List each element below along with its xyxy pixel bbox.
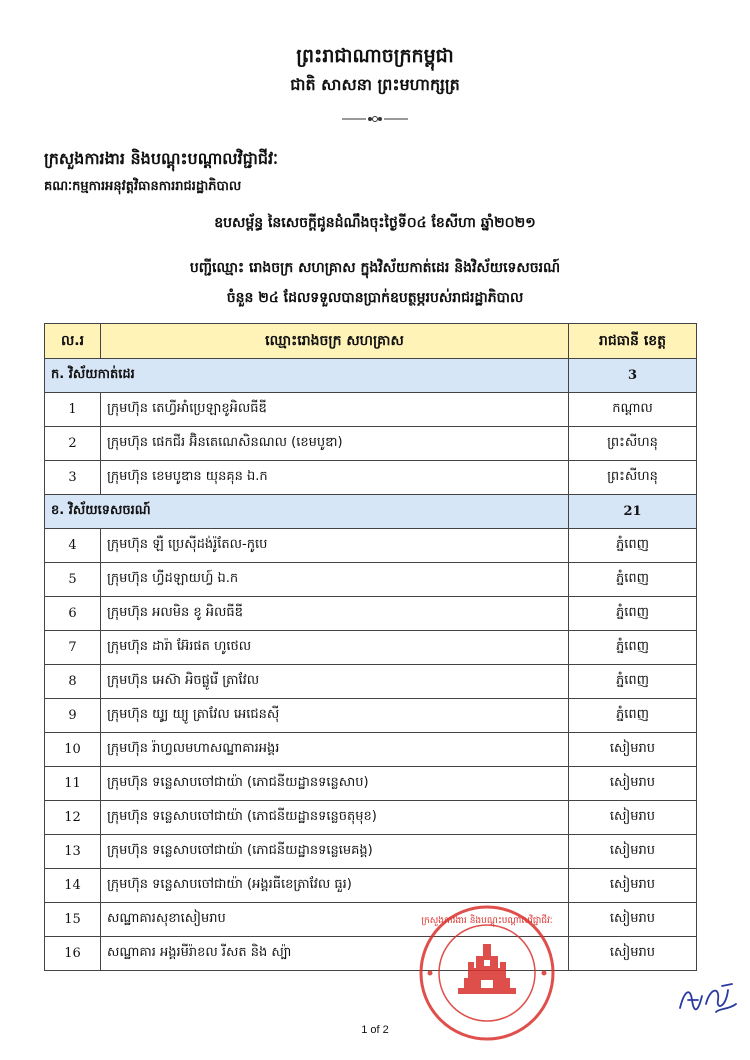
table-row [45, 801, 697, 835]
row-province: ព្រះសីហនុ [569, 461, 697, 495]
row-number: 4 [45, 529, 101, 563]
signature-initials [676, 978, 740, 1018]
section-count: 3 [569, 359, 697, 393]
row-name: ក្រុមហ៊ុន ទន្លេសាបចៅជាយ៉ា (ភោជនីយដ្ឋានទន្លេចតុមុខ) [101, 801, 569, 835]
list-title-line2: ចំនួន ២៤ ដែលទទួលបានប្រាក់ឧបត្ថម្ភរបស់រាជរដ្ឋាភិបាល [226, 290, 524, 306]
row-name: ក្រុមហ៊ុន រ៉ាហ្វលមហាសណ្ឋាគារអង្គរ [101, 733, 569, 767]
table-row [45, 597, 697, 631]
row-province: ព្រះសីហនុ [569, 427, 697, 461]
ornament-divider [340, 114, 410, 124]
table-row [45, 937, 697, 971]
annex-subtitle: ឧបសម្ព័ន្ធ នៃសេចក្តីជូនដំណឹងចុះថ្ងៃទី០៤ ខែសីហា ឆ្នាំ២០២១ [214, 215, 536, 231]
kingdom-heading: ព្រះរាជាណាចក្រកម្ពុជា [296, 45, 454, 67]
row-province: សៀមរាប [569, 801, 697, 835]
row-name: ក្រុមហ៊ុន ទន្លេសាបចៅជាយ៉ា (អង្គរធីខេត្រាវែល ធួរ) [101, 869, 569, 903]
table-row [45, 869, 697, 903]
table-row [45, 563, 697, 597]
row-name: ក្រុមហ៊ុន ផេកជីរ អ៊ិនតេណេសិនណល (ខេមបូឌា) [101, 427, 569, 461]
row-province: ភ្នំពេញ [569, 665, 697, 699]
section-count: 21 [569, 495, 697, 529]
table-header-row [45, 324, 697, 359]
table-row [45, 767, 697, 801]
row-number: 6 [45, 597, 101, 631]
table-row [45, 665, 697, 699]
row-number: 15 [45, 903, 101, 937]
row-number: 2 [45, 427, 101, 461]
row-number: 14 [45, 869, 101, 903]
section-row-garment [45, 359, 697, 393]
table-row [45, 903, 697, 937]
row-province: ភ្នំពេញ [569, 597, 697, 631]
enterprise-table [44, 323, 697, 971]
row-number: 10 [45, 733, 101, 767]
row-province: សៀមរាប [569, 903, 697, 937]
row-province: ភ្នំពេញ [569, 529, 697, 563]
col-header-province: រាជធានី ខេត្ត [569, 324, 697, 359]
list-title-line1: បញ្ជីឈ្មោះ រោងចក្រ សហគ្រាស ក្នុងវិស័យកាត់ដេរ និងវិស័យទេសចរណ៍ [189, 260, 561, 276]
row-province: សៀមរាប [569, 937, 697, 971]
row-number: 12 [45, 801, 101, 835]
row-name: ក្រុមហ៊ុន ដារ៉ា អ៊ែរផត ហូថេល [101, 631, 569, 665]
col-header-name: ឈ្មោះរោងចក្រ សហគ្រាស [101, 324, 569, 359]
seal-text: ក្រសួងការងារ និងបណ្តុះបណ្តាលវិជ្ជាជីវៈ [421, 916, 553, 926]
row-name: សណ្ឋាគារ អង្គរមីរ៉ាខល រីសត និង ស្ប៉ា [101, 937, 569, 971]
row-province: សៀមរាប [569, 733, 697, 767]
section-label: ខ. វិស័យទេសចរណ៍ [45, 495, 569, 529]
table-row [45, 733, 697, 767]
row-province: សៀមរាប [569, 767, 697, 801]
page-number: 1 of 2 [361, 1024, 389, 1036]
row-name: ក្រុមហ៊ុន ទន្លេសាបចៅជាយ៉ា (ភោជនីយដ្ឋានទន្លេសាប) [101, 767, 569, 801]
row-province: សៀមរាប [569, 869, 697, 903]
row-name: ក្រុមហ៊ុន ទន្លេសាបចៅជាយ៉ា (ភោជនីយដ្ឋានទន្លេមេគង្គ) [101, 835, 569, 869]
section-label: ក. វិស័យកាត់ដេរ [45, 359, 569, 393]
committee-name: គណៈកម្មការអនុវត្តវិធានការរាជរដ្ឋាភិបាល [44, 179, 242, 194]
row-name: ក្រុមហ៊ុន អលមិន ខូ អិលធីឌី [101, 597, 569, 631]
row-province: កណ្តាល [569, 393, 697, 427]
row-number: 3 [45, 461, 101, 495]
table-row [45, 393, 697, 427]
row-name: ក្រុមហ៊ុន ហ្វីដឡាយហ្វ៍ ឯ.ក [101, 563, 569, 597]
row-number: 16 [45, 937, 101, 971]
row-province: ភ្នំពេញ [569, 631, 697, 665]
row-name: ក្រុមហ៊ុន តេហ្វីអាំប្រេឡាខូអិលធីឌី [101, 393, 569, 427]
official-seal-stamp [418, 904, 556, 1042]
row-name: ក្រុមហ៊ុន ឡឺ ប្រេស៊ីដង់រ៉ូតែល-កូបេ [101, 529, 569, 563]
row-name: សណ្ឋាគារសុខាសៀមរាប [101, 903, 569, 937]
table-row [45, 461, 697, 495]
col-header-number: ល.រ [45, 324, 101, 359]
row-name: ក្រុមហ៊ុន យូ្យ យ្យូ ត្រាវែល អេជេនស៊ី [101, 699, 569, 733]
table-body [45, 324, 697, 971]
row-province: ភ្នំពេញ [569, 563, 697, 597]
row-name: ក្រុមហ៊ុន អេស៊ា អិចផ្លូរើ ត្រាវែល [101, 665, 569, 699]
signature-text: ស.ឃ [676, 978, 679, 979]
row-number: 5 [45, 563, 101, 597]
row-province: សៀមរាប [569, 835, 697, 869]
table-row [45, 699, 697, 733]
row-name: ក្រុមហ៊ុន ខេមបូឌាន យុនគុន ឯ.ក [101, 461, 569, 495]
row-number: 9 [45, 699, 101, 733]
table-row [45, 427, 697, 461]
row-number: 8 [45, 665, 101, 699]
section-row-tourism [45, 495, 697, 529]
table-row [45, 631, 697, 665]
row-province: ភ្នំពេញ [569, 699, 697, 733]
ministry-name: ក្រសួងការងារ និងបណ្តុះបណ្តាលវិជ្ជាជីវៈ [44, 149, 278, 168]
row-number: 11 [45, 767, 101, 801]
table-row [45, 835, 697, 869]
row-number: 13 [45, 835, 101, 869]
row-number: 1 [45, 393, 101, 427]
table-row [45, 529, 697, 563]
row-number: 7 [45, 631, 101, 665]
motto-heading: ជាតិ សាសនា ព្រះមហាក្សត្រ [290, 75, 460, 94]
